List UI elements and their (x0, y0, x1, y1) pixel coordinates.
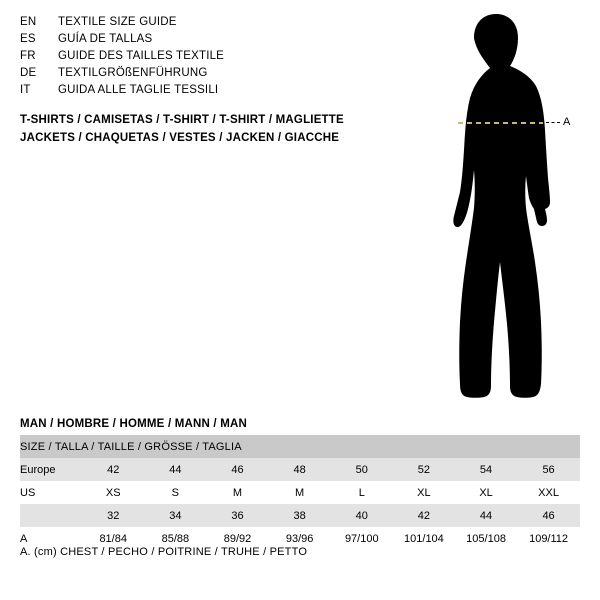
row-label: Europe (20, 463, 56, 476)
cell: 44 (479, 509, 493, 522)
table-row (20, 481, 580, 504)
cell: 109/112 (529, 532, 569, 545)
language-row (20, 50, 400, 67)
row-label: A (20, 532, 28, 545)
cell: 42 (417, 509, 431, 522)
cell: 89/92 (223, 532, 252, 545)
cell: 85/88 (161, 532, 190, 545)
cell: 54 (479, 463, 493, 476)
cell: 46 (542, 509, 555, 522)
cell: XS (105, 486, 121, 499)
language-list (20, 16, 400, 101)
cell: 52 (417, 463, 431, 476)
language-text: GUIDA ALLE TAGLIE TESSILI (58, 84, 219, 96)
cell: L (358, 486, 365, 499)
table-header-label: SIZE / TALLA / TAILLE / GRÖSSE / TAGLIA (20, 440, 242, 453)
footnote: A. (cm) CHEST / PECHO / POITRINE / TRUHE / PETTO (20, 546, 308, 558)
cell: 44 (169, 463, 182, 476)
language-text: GUÍA DE TALLAS (58, 33, 153, 45)
cell: 32 (107, 509, 120, 522)
language-code: ES (20, 33, 36, 45)
category-list (20, 111, 420, 147)
cell: 38 (293, 509, 306, 522)
row-label: US (20, 486, 36, 499)
cell: 101/104 (404, 532, 444, 545)
language-text: TEXTILE SIZE GUIDE (58, 16, 177, 28)
cell: XL (479, 486, 493, 499)
cell: 50 (355, 463, 368, 476)
size-table (20, 435, 580, 550)
table-title: MAN / HOMBRE / HOMME / MANN / MAN (20, 418, 248, 430)
row-label (20, 504, 82, 527)
size-table-area (20, 418, 580, 550)
table-row (20, 458, 580, 481)
language-row (20, 84, 400, 101)
cell: 93/96 (285, 532, 314, 545)
cell: XXL (538, 486, 559, 499)
language-row (20, 33, 400, 50)
language-row (20, 67, 400, 84)
table-row (20, 504, 580, 527)
language-text: GUIDE DES TAILLES TEXTILE (58, 50, 225, 62)
cell: S (171, 486, 180, 499)
category-tshirts: T-SHIRTS / CAMISETAS / T-SHIRT / T-SHIRT / MAGLIETTE (20, 114, 344, 126)
cell: 46 (231, 463, 244, 476)
language-text: TEXTILGRÖßENFÜHRUNG (58, 67, 208, 79)
cell: 34 (169, 509, 182, 522)
cell: M (232, 486, 243, 499)
male-silhouette-figure (400, 10, 600, 410)
cell: 105/108 (466, 532, 506, 545)
language-code: DE (20, 67, 37, 79)
language-code: EN (20, 16, 37, 28)
cell: M (295, 486, 305, 499)
cell: 36 (231, 509, 244, 522)
language-row (20, 16, 400, 33)
measure-label-a: A (563, 116, 571, 128)
cell: 56 (542, 463, 555, 476)
cell: 48 (293, 463, 306, 476)
cell: XL (417, 486, 431, 499)
cell: 42 (107, 463, 120, 476)
language-code: IT (20, 84, 31, 96)
language-code: FR (20, 50, 36, 62)
measure-leader-line (546, 122, 560, 123)
cell: 40 (355, 509, 368, 522)
category-jackets: JACKETS / CHAQUETAS / VESTES / JACKEN / GIACCHE (20, 132, 340, 144)
silhouette-icon (400, 10, 600, 410)
cell: 81/84 (99, 532, 127, 545)
cell: 97/100 (344, 532, 379, 545)
table-header-row (20, 435, 580, 458)
